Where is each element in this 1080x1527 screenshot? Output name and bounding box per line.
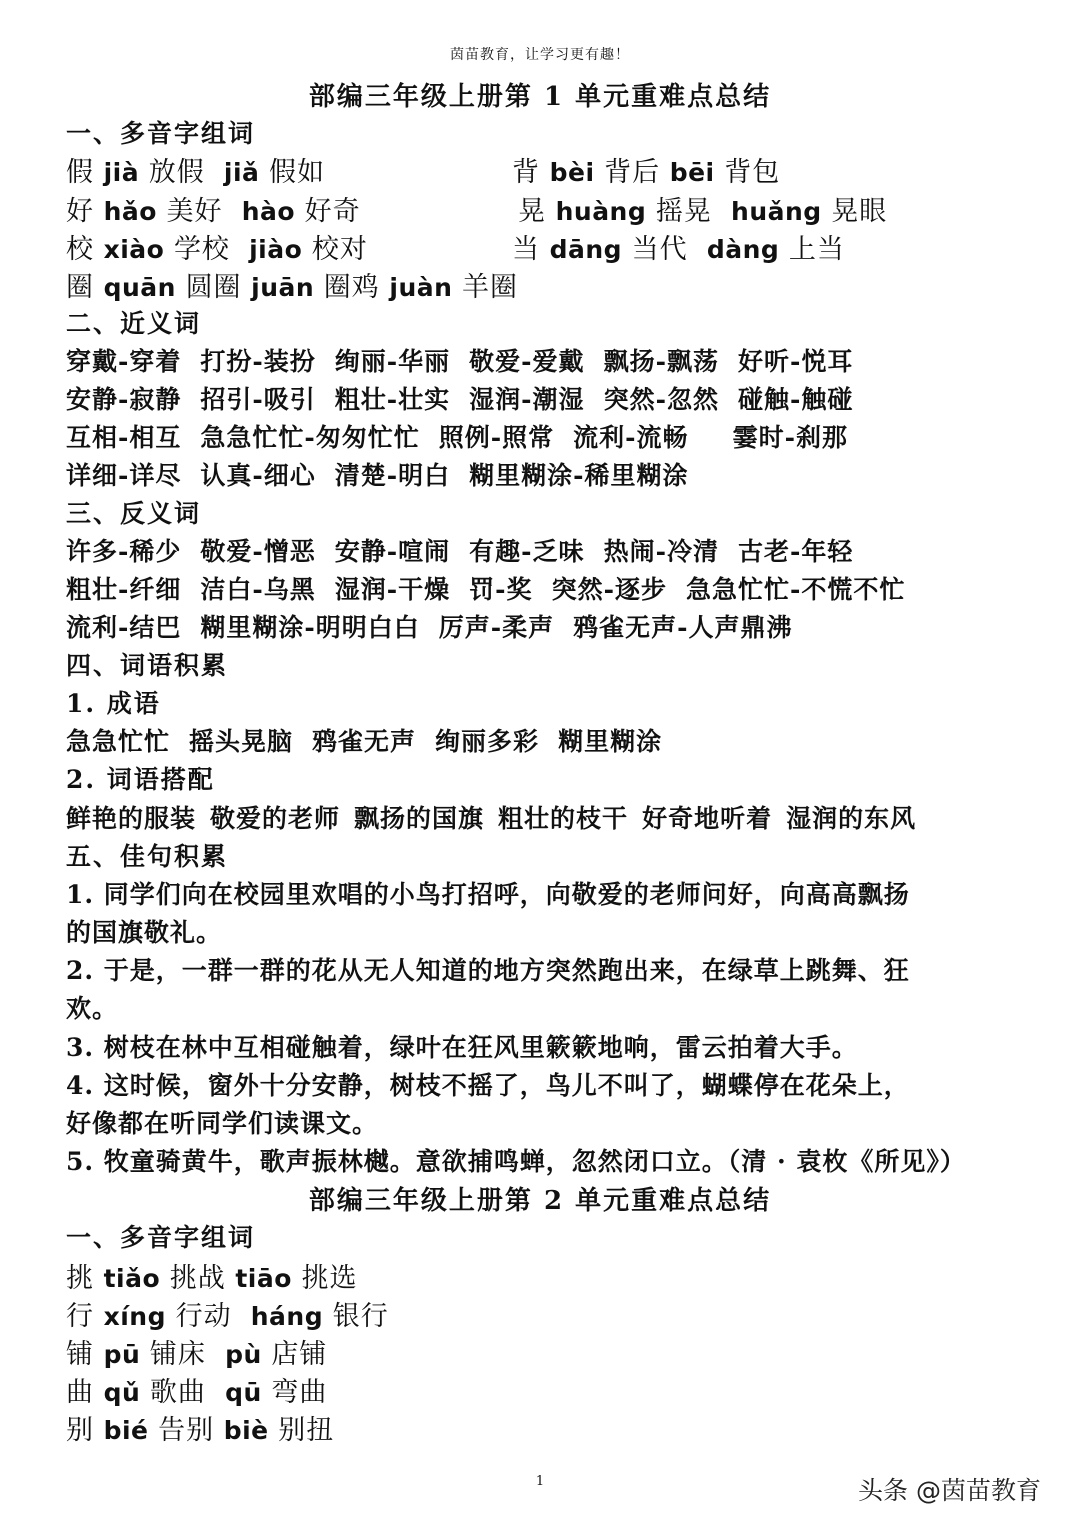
page-header: 茵苗教育，让学习更有趣！ [450, 47, 630, 63]
unit2-title: 部编三年级上册第 2 单元重难点总结 [308, 1186, 772, 1216]
antonym-row: 许多-稀少 敬爱-憎恶 安静-喧闹 有趣-乏味 热闹-冷清 古老-年轻 [66, 537, 854, 566]
poly-row: 挑 tiǎo 挑战 tiāo 挑选 [66, 1263, 358, 1294]
sentence-line: 2. 于是，一群一群的花从无人知道的地方突然跑出来，在绿草上跳舞、狂 [66, 956, 910, 985]
poly-row: 圈 quān 圆圈 juān 圈鸡 juàn 羊圈 [66, 272, 519, 303]
synonym-row: 安静-寂静 招引-吸引 粗壮-壮实 湿润-潮湿 突然-忽然 碰触-触碰 [66, 385, 854, 414]
sentence-line: 4. 这时候，窗外十分安静，树枝不摇了，鸟儿不叫了，蝴蝶停在花朵上， [66, 1071, 910, 1100]
poly-row: 曲 qǔ 歌曲 qū 弯曲 [66, 1377, 328, 1408]
poly-row: 校 xiào 学校 jiào 校对 当 dāng 当代 dàng 上当 [66, 234, 845, 265]
sentence-line: 欢。 [66, 994, 119, 1023]
idioms-row: 急急忙忙 摇头晃脑 鸦雀无声 绚丽多彩 糊里糊涂 [66, 727, 663, 756]
unit1-section-antonyms: 三、反义词 [66, 499, 202, 528]
unit1-section-vocabulary: 四、词语积累 [66, 651, 229, 680]
sentence-line: 3. 树枝在林中互相碰触着，绿叶在狂风里簌簌地响，雷云拍着大手。 [66, 1033, 858, 1062]
poly-row: 铺 pū 铺床 pù 店铺 [66, 1339, 328, 1370]
synonym-row: 互相-相互 急急忙忙-匆匆忙忙 照例-照常 流利-流畅 霎时-刹那 [66, 423, 848, 452]
sentence-line: 的国旗敬礼。 [66, 918, 223, 947]
unit1-section-polyphone: 一、多音字组词 [66, 119, 256, 148]
synonym-row: 详细-详尽 认真-细心 清楚-明白 糊里糊涂-稀里糊涂 [66, 461, 689, 490]
idioms-heading: 1. 成语 [66, 689, 161, 718]
page-number: 1 [535, 1474, 545, 1489]
unit1-section-sentences: 五、佳句积累 [66, 842, 229, 871]
unit1-title: 部编三年级上册第 1 单元重难点总结 [308, 82, 772, 112]
collocation-row: 鲜艳的服装 敬爱的老师 飘扬的国旗 粗壮的枝干 好奇地听着 湿润的东风 [66, 804, 917, 833]
unit2-section-polyphone: 一、多音字组词 [66, 1223, 256, 1252]
sentence-line: 5. 牧童骑黄牛，歌声振林樾。意欲捕鸣蝉，忽然闭口立。（清 · 袁枚《所见》） [66, 1147, 966, 1176]
poly-row: 别 bié 告别 biè 别扭 [66, 1415, 335, 1446]
sentence-line: 1. 同学们向在校园里欢唱的小鸟打招呼，向敬爱的老师问好，向高高飘扬 [66, 880, 910, 909]
poly-row: 假 jià 放假 jiǎ 假如 背 bèi 背后 bēi 背包 [66, 157, 781, 188]
synonym-row: 穿戴-穿着 打扮-装扮 绚丽-华丽 敬爱-爱戴 飘扬-飘荡 好听-悦耳 [66, 347, 854, 376]
collocation-heading: 2. 词语搭配 [66, 765, 215, 794]
sentence-line: 好像都在听同学们读课文。 [66, 1109, 379, 1138]
watermark: 头条 @茵苗教育 [858, 1476, 1041, 1505]
poly-row: 好 hǎo 美好 hào 好奇 晃 huàng 摇晃 huǎng 晃眼 [66, 196, 888, 227]
antonym-row: 粗壮-纤细 洁白-乌黑 湿润-干燥 罚-奖 突然-逐步 急急忙忙-不慌不忙 [66, 575, 906, 604]
poly-row: 行 xíng 行动 háng 银行 [66, 1301, 389, 1332]
antonym-row: 流利-结巴 糊里糊涂-明明白白 厉声-柔声 鸦雀无声-人声鼎沸 [66, 613, 793, 642]
unit1-section-synonyms: 二、近义词 [66, 309, 202, 338]
